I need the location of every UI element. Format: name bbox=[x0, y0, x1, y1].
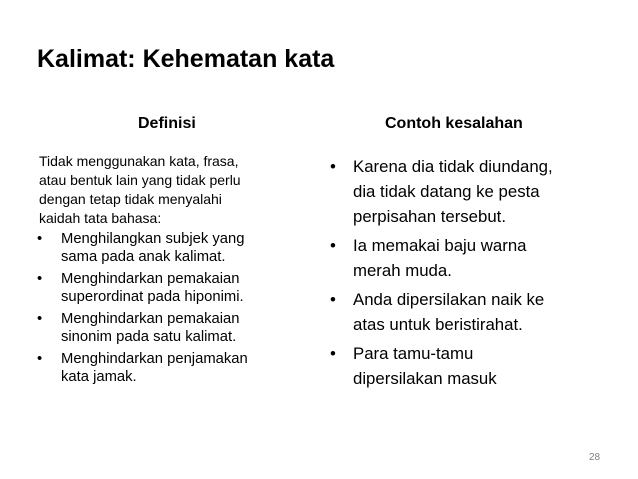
bullet-icon: • bbox=[37, 271, 43, 287]
example-list bbox=[330, 154, 620, 391]
list-item bbox=[37, 270, 307, 306]
list-item-text: Menghindarkan pemakaian sinonim pada satu kalimat. bbox=[61, 311, 240, 345]
list-item-text: Menghindarkan pemakaian superordinat pada hiponimi. bbox=[61, 271, 244, 305]
bullet-icon: • bbox=[37, 351, 43, 367]
right-column-heading: Contoh kesalahan bbox=[385, 115, 523, 132]
list-item bbox=[37, 230, 307, 266]
bullet-icon: • bbox=[37, 311, 43, 327]
slide-title: Kalimat: Kehematan kata bbox=[37, 45, 335, 73]
example-column bbox=[330, 154, 620, 395]
list-item-text: Menghilangkan subjek yang sama pada anak kalimat. bbox=[61, 231, 245, 265]
bullet-icon: • bbox=[37, 231, 43, 247]
bullet-icon: • bbox=[330, 290, 336, 309]
bullet-icon: • bbox=[330, 236, 336, 255]
list-item-text: Para tamu-tamu dipersilakan masuk bbox=[353, 344, 497, 388]
definition-list bbox=[37, 230, 307, 386]
list-item-text: Anda dipersilakan naik ke atas untuk beristirahat. bbox=[353, 290, 545, 334]
definition-column bbox=[37, 152, 307, 390]
list-item bbox=[330, 341, 620, 391]
list-item bbox=[37, 350, 307, 386]
list-item-text: Karena dia tidak diundang, dia tidak datang ke pesta perpisahan tersebut. bbox=[353, 157, 553, 226]
list-item-text: Menghindarkan penjamakan kata jamak. bbox=[61, 351, 248, 385]
bullet-icon: • bbox=[330, 344, 336, 363]
left-column-heading: Definisi bbox=[138, 115, 196, 132]
list-item-text: Ia memakai baju warna merah muda. bbox=[353, 236, 527, 280]
list-item bbox=[37, 310, 307, 346]
page-number: 28 bbox=[589, 452, 601, 463]
list-item bbox=[330, 287, 620, 337]
list-item bbox=[330, 154, 620, 229]
list-item bbox=[330, 233, 620, 283]
definition-intro: Tidak menggunakan kata, frasa, atau bentuk lain yang tidak perlu dengan tetap tidak menyalahi kaidah tata bahasa: bbox=[39, 153, 241, 226]
bullet-icon: • bbox=[330, 157, 336, 176]
